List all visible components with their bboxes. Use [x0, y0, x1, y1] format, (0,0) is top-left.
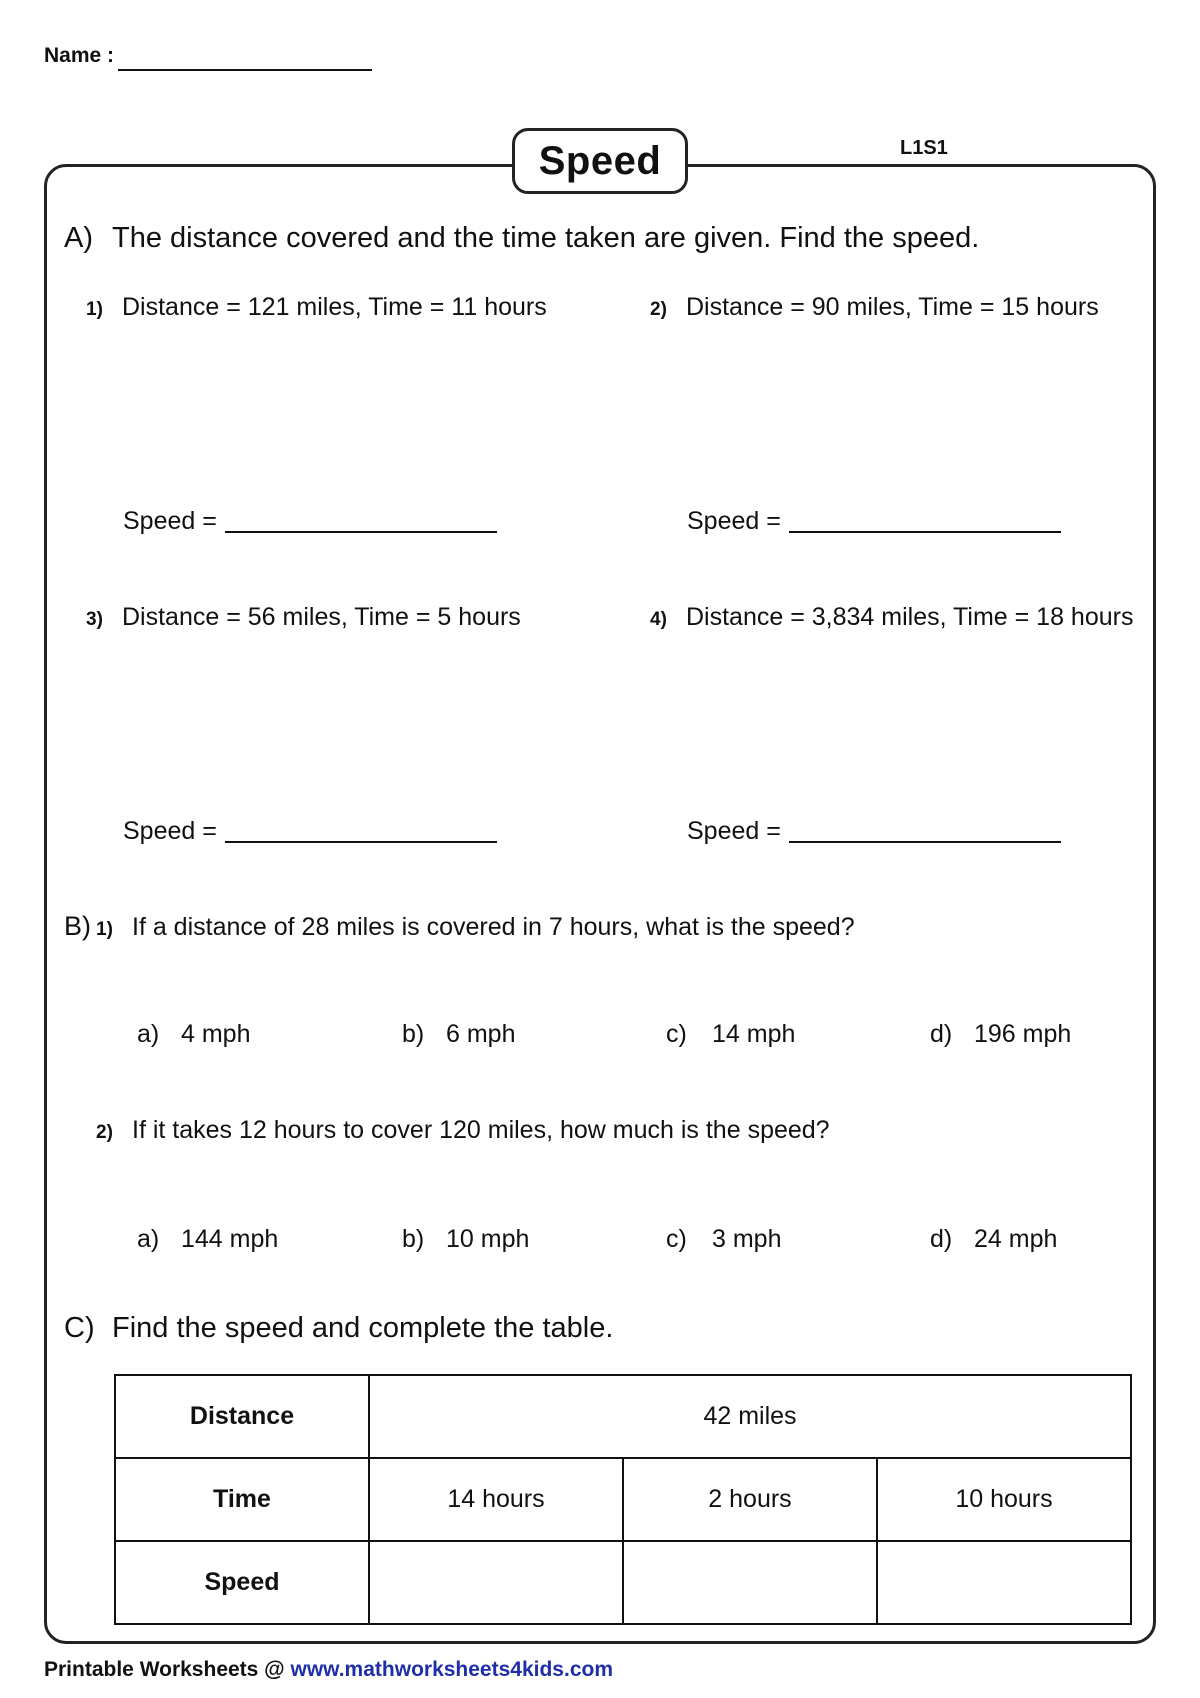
option-text: 144 mph: [181, 1225, 279, 1253]
answer-a3: [123, 817, 497, 846]
section-c-instruction: Find the speed and complete the table.: [112, 1312, 614, 1344]
option-label: a): [137, 1020, 160, 1048]
question-number: 2): [96, 1122, 113, 1143]
problem-number: 3): [86, 609, 103, 630]
time-cell: 14 hours: [369, 1458, 623, 1541]
option-b2-a[interactable]: [137, 1225, 278, 1254]
section-b-letter: B): [64, 911, 91, 941]
option-b2-c[interactable]: [666, 1225, 781, 1254]
option-text: 24 mph: [974, 1225, 1058, 1253]
section-a-instruction: The distance covered and the time taken are given. Find the speed.: [112, 222, 980, 254]
option-text: 6 mph: [446, 1020, 516, 1048]
speed-header: Speed: [115, 1541, 369, 1624]
problem-number: 4): [650, 609, 667, 630]
question-number: 1): [96, 919, 113, 940]
footer-link[interactable]: www.mathworksheets4kids.com: [290, 1658, 613, 1681]
table-row-time: [115, 1458, 1131, 1541]
option-text: 3 mph: [712, 1225, 782, 1253]
answer-a1: [123, 507, 497, 536]
option-label: b): [402, 1225, 425, 1253]
option-label: d): [930, 1225, 953, 1253]
answer-label: Speed =: [687, 507, 781, 535]
answer-blank[interactable]: [225, 841, 497, 843]
answer-label: Speed =: [123, 507, 217, 535]
section-a-letter: A): [64, 222, 93, 254]
worksheet-title: Speed: [512, 128, 688, 194]
option-label: c): [666, 1020, 687, 1048]
option-label: b): [402, 1020, 425, 1048]
question-b2: [96, 1116, 830, 1145]
section-c-letter: C): [64, 1312, 95, 1344]
answer-a4: [687, 817, 1061, 846]
answer-blank[interactable]: [789, 841, 1061, 843]
option-b1-b[interactable]: [402, 1020, 515, 1049]
distance-header: Distance: [115, 1375, 369, 1458]
option-b2-b[interactable]: [402, 1225, 529, 1254]
option-b1-d[interactable]: [930, 1020, 1071, 1049]
problem-number: 1): [86, 299, 103, 320]
time-cell: 10 hours: [877, 1458, 1131, 1541]
option-b2-d[interactable]: [930, 1225, 1057, 1254]
answer-blank[interactable]: [225, 531, 497, 533]
worksheet-code: L1S1: [900, 137, 948, 159]
option-label: d): [930, 1020, 953, 1048]
problem-text: Distance = 90 miles, Time = 15 hours: [686, 293, 1099, 321]
question-b1: [64, 911, 855, 942]
problem-number: 2): [650, 299, 667, 320]
answer-blank[interactable]: [789, 531, 1061, 533]
section-c-heading: [64, 1312, 613, 1345]
problem-a3: [86, 603, 521, 632]
question-text: If a distance of 28 miles is covered in 7 hours, what is the speed?: [132, 913, 855, 941]
name-label: Name :: [44, 44, 115, 67]
problem-a2: [650, 293, 1099, 322]
option-b1-a[interactable]: [137, 1020, 250, 1049]
option-text: 10 mph: [446, 1225, 530, 1253]
time-header: Time: [115, 1458, 369, 1541]
footer: [44, 1658, 613, 1682]
speed-table: [114, 1374, 1132, 1625]
problem-a4: [650, 603, 1133, 632]
answer-label: Speed =: [123, 817, 217, 845]
question-text: If it takes 12 hours to cover 120 miles, how much is the speed?: [132, 1116, 830, 1144]
footer-prefix: Printable Worksheets @: [44, 1658, 291, 1681]
problem-a1: [86, 293, 547, 322]
time-cell: 2 hours: [623, 1458, 877, 1541]
distance-value: 42 miles: [369, 1375, 1131, 1458]
table-row-distance: [115, 1375, 1131, 1458]
problem-text: Distance = 56 miles, Time = 5 hours: [122, 603, 521, 631]
name-blank[interactable]: [118, 69, 372, 71]
problem-text: Distance = 3,834 miles, Time = 18 hours: [686, 603, 1134, 631]
table-row-speed: [115, 1541, 1131, 1624]
problem-text: Distance = 121 miles, Time = 11 hours: [122, 293, 547, 321]
option-text: 4 mph: [181, 1020, 251, 1048]
answer-a2: [687, 507, 1061, 536]
option-text: 196 mph: [974, 1020, 1072, 1048]
speed-answer-cell[interactable]: [369, 1541, 623, 1624]
speed-answer-cell[interactable]: [623, 1541, 877, 1624]
section-a-heading: [64, 222, 979, 255]
option-text: 14 mph: [712, 1020, 796, 1048]
option-b1-c[interactable]: [666, 1020, 795, 1049]
option-label: c): [666, 1225, 687, 1253]
answer-label: Speed =: [687, 817, 781, 845]
option-label: a): [137, 1225, 160, 1253]
speed-answer-cell[interactable]: [877, 1541, 1131, 1624]
